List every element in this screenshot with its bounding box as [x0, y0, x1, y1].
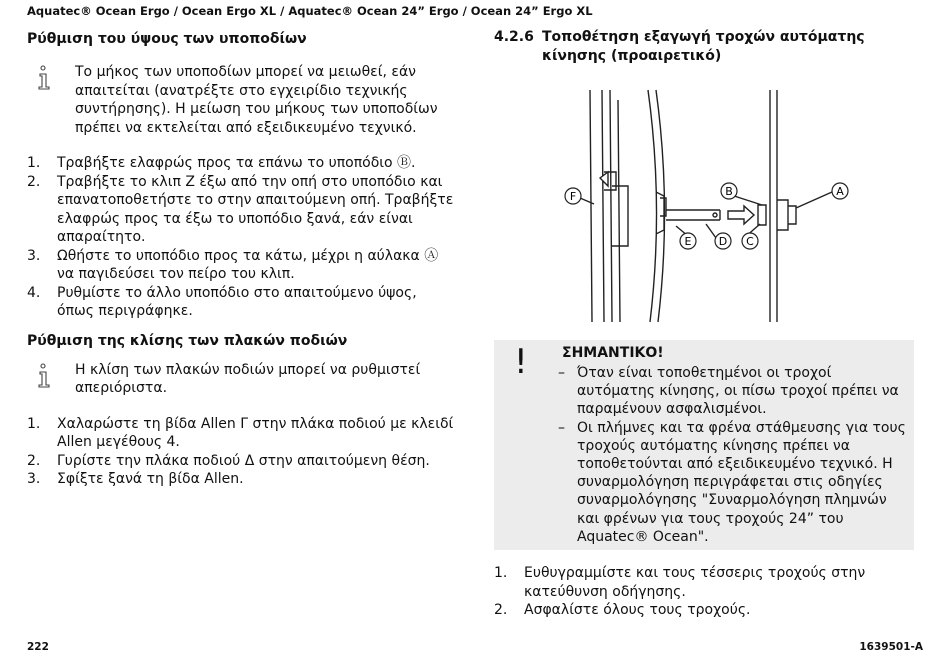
list-text: Ωθήστε το υποπόδιο προς τα κάτω, μέχρι η αύλακα Ⓐ να παγιδεύσει τον πείρο του κλιπ. — [57, 247, 439, 282]
left-column — [27, 28, 457, 489]
section-heading-leg-height: Ρύθμιση του ύψους των υποποδίων — [27, 31, 307, 47]
info-note-text: Το μήκος των υποποδίων μπορεί να μειωθεί, εάν απαιτείται (ανατρέξτε στο εγχειρίδιο τεχνικής συντήρησης). Η μείωση του μήκους των υποποδίων πρέπει να εκτελείται από εξειδικευμένο τεχνικό. — [75, 64, 438, 136]
list-dash: – — [558, 365, 565, 381]
callout-a — [832, 183, 848, 199]
list-text: Γυρίστε την πλάκα ποδιού Δ στην απαιτούμενη θέση. — [57, 452, 430, 469]
list-text: Όταν είναι τοποθετημένοι οι τροχοί αυτόματης κίνησης, οι πίσω τροχοί πρέπει να παραμένουν ασφαλισμένοι. — [577, 365, 899, 418]
document-number: 1639501-A — [859, 641, 923, 653]
list-item — [27, 173, 457, 247]
page-number: 222 — [27, 641, 49, 653]
running-header: Aquatec® Ocean Ergo / Ocean Ergo XL / Aquatec® Ocean 24” Ergo / Ocean 24” Ergo XL — [27, 4, 593, 18]
important-box — [494, 340, 914, 550]
list-dash: – — [558, 419, 565, 436]
list-item — [494, 601, 914, 620]
list-text: Οι πλήμνες και τα φρένα στάθμευσης για τους τροχούς αυτόματης κίνησης πρέπει να τοποθετούνται από εξειδικευμένο τεχνικό. Η συναρμολόγηση περιγράφεται στις οδηγίες συναρμολόγησης "Συναρμολόγηση πλημνών και φρένων για τους τροχούς 24” του Aquatec® Ocean". — [577, 419, 906, 545]
list-text: Σφίξτε ξανά τη βίδα Allen. — [57, 471, 244, 487]
list-number: 2. — [27, 173, 41, 190]
list-text: Τραβήξτε το κλιπ Z έξω από την οπή στο υποπόδιο και επανατοποθετήστε το στην απαιτούμενη οπή. Τραβήξτε ελαφρώς προς τα έξω το υποπόδιο ξανά, εάν είναι απαραίτητο. — [57, 173, 454, 245]
callout-label-c: C — [746, 235, 754, 248]
list-text: Ρυθμίστε το άλλο υποπόδιο στο απαιτούμενο ύψος, όπως περιγράφηκε. — [57, 284, 417, 319]
list-item — [27, 284, 457, 321]
callout-b — [721, 183, 737, 199]
callout-label-a: A — [836, 185, 844, 198]
callout-label-f: F — [569, 190, 577, 203]
section-number: 4.2.6 — [494, 29, 534, 45]
list-item — [27, 154, 457, 173]
callout-d — [715, 233, 731, 249]
warning-exclamation-icon: ! — [514, 342, 528, 382]
info-icon — [37, 363, 55, 389]
steps-list-leg-height — [27, 154, 457, 321]
list-item — [27, 247, 457, 284]
list-number: 3. — [27, 471, 41, 487]
callout-label-d: D — [718, 235, 728, 248]
list-item — [558, 364, 906, 419]
info-icon — [37, 65, 55, 91]
important-list — [558, 364, 906, 546]
list-item — [27, 452, 457, 471]
list-text: Ευθυγραμμίστε και τους τέσσερις τροχούς στην κατεύθυνση οδήγησης. — [524, 565, 866, 600]
list-number: 2. — [27, 452, 41, 469]
section-title-text: Τοποθέτηση εξαγωγή τροχών αυτόματης κίνησης (προαιρετικό) — [542, 29, 865, 64]
list-number: 4. — [27, 284, 41, 301]
info-note — [27, 361, 457, 398]
callout-e — [680, 233, 696, 249]
wheel-mounting-diagram — [548, 86, 858, 326]
callout-f — [565, 188, 581, 204]
right-column — [494, 28, 919, 66]
section-title — [494, 28, 919, 66]
list-item — [558, 419, 906, 546]
list-number: 3. — [27, 247, 41, 264]
callout-c — [742, 233, 758, 249]
important-title: ΣΗΜΑΝΤΙΚΟ! — [562, 345, 664, 361]
list-number: 1. — [27, 155, 41, 171]
list-item — [27, 415, 457, 452]
list-text: Ασφαλίστε όλους τους τροχούς. — [524, 602, 751, 618]
list-number: 1. — [494, 565, 508, 581]
list-item — [27, 470, 457, 489]
callout-label-b: B — [725, 185, 733, 198]
steps-list-footplate — [27, 415, 457, 489]
list-text: Τραβήξτε ελαφρώς προς τα επάνω το υποπόδιο Ⓑ. — [57, 155, 416, 171]
list-number: 1. — [27, 415, 41, 432]
info-note-text: Η κλίση των πλακών ποδιών μπορεί να ρυθμιστεί απεριόριστα. — [75, 361, 421, 396]
callout-label-e: E — [684, 235, 692, 248]
steps-list-wheels — [494, 564, 914, 620]
list-item — [494, 564, 914, 601]
section-heading-footplate-tilt: Ρύθμιση της κλίσης των πλακών ποδιών — [27, 332, 348, 349]
list-text: Χαλαρώστε τη βίδα Allen Γ στην πλάκα ποδιού με κλειδί Allen μεγέθους 4. — [57, 415, 454, 450]
list-number: 2. — [494, 602, 508, 618]
info-note — [27, 63, 457, 137]
